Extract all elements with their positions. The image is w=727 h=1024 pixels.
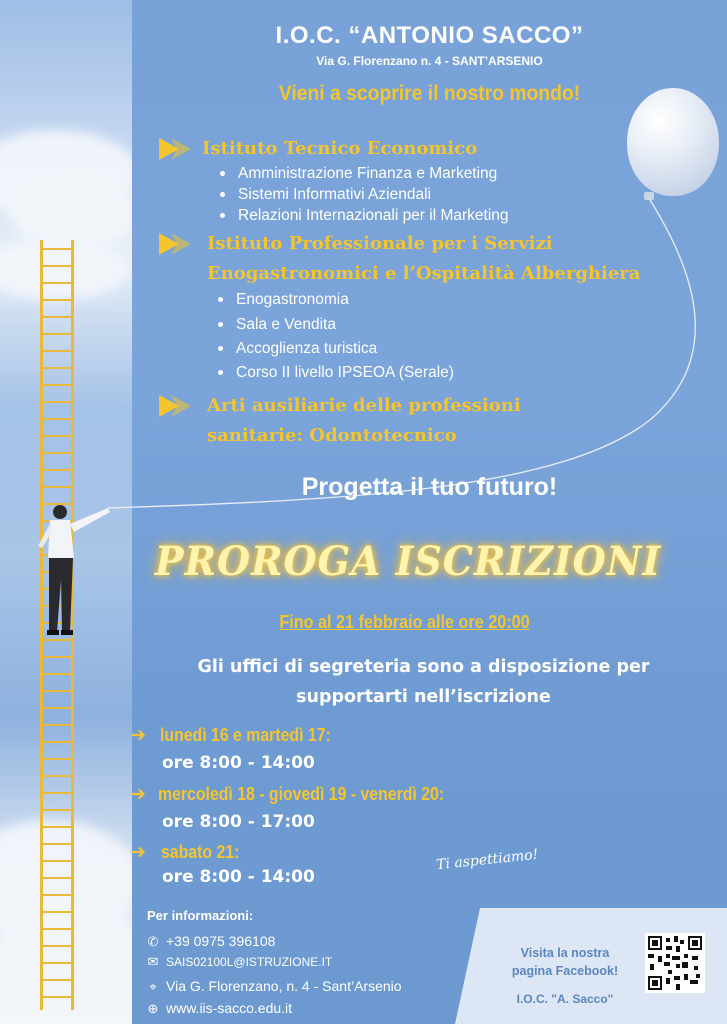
- qr-code[interactable]: [645, 933, 705, 993]
- contact-phone[interactable]: ✆ +39 0975 396108: [144, 931, 275, 951]
- section-title-professionale-2: Enogastronomici e l’Ospitalità Alberghiera: [207, 263, 641, 284]
- qr-code-icon: [648, 936, 702, 990]
- signoff: Ti aspettiamo!: [435, 846, 540, 874]
- balloon-knot: [644, 192, 654, 200]
- chevron-right-icon: [157, 393, 191, 419]
- section-title-tecnico: Istituto Tecnico Economico: [202, 138, 478, 159]
- arrow-right-icon: ➔: [130, 724, 146, 746]
- list-item: Amministrazione Finanza e Marketing: [218, 163, 509, 184]
- list-item: Accoglienza turistica: [216, 338, 454, 362]
- facebook-invite: Visita la nostra pagina Facebook!: [511, 946, 619, 978]
- school-address: Via G. Florenzano n. 4 - SANT’ARSENIO: [316, 54, 543, 68]
- facebook-page-name: I.O.C. "A. Sacco": [516, 992, 614, 1006]
- school-name: I.O.C. “ANTONIO SACCO”: [275, 22, 584, 49]
- contact-address: ⌖ Via G. Florenzano, n. 4 - Sant’Arsenio: [144, 976, 402, 996]
- office-note-line2: supportarti nell’iscrizione: [296, 687, 551, 707]
- facebook-panel-edge: [455, 908, 480, 1024]
- contact-email[interactable]: ✉ SAIS02100L@ISTRUZIONE.IT: [144, 952, 332, 972]
- schedule-hours: ore 8:00 - 14:00: [162, 867, 315, 887]
- chevron-right-icon: [157, 136, 191, 162]
- schedule-days: sabato 21:: [161, 842, 240, 862]
- headline: PROROGA ISCRIZIONI: [154, 538, 662, 585]
- list-item: Sala e Vendita: [216, 314, 454, 338]
- arrow-right-icon: ➔: [130, 841, 146, 863]
- contacts-label: Per informazioni:: [147, 908, 254, 923]
- schedule-hours: ore 8:00 - 17:00: [162, 812, 315, 832]
- section-title-professionale-1: Istituto Professionale per i Servizi: [207, 233, 553, 254]
- globe-icon: ⊕: [147, 1001, 159, 1016]
- section-title-odontotecnico-1: Arti ausiliarie delle professioni: [207, 395, 521, 416]
- schedule-days: lunedì 16 e martedì 17:: [160, 725, 331, 745]
- chevron-right-icon: [157, 231, 191, 257]
- mail-icon: ✉: [147, 954, 159, 969]
- phone-icon: ✆: [147, 934, 159, 949]
- list-tecnico: [218, 163, 509, 226]
- arrow-right-icon: ➔: [130, 783, 146, 805]
- list-professionale: [216, 289, 454, 386]
- schedule-hours: ore 8:00 - 14:00: [162, 753, 315, 773]
- deadline: Fino al 21 febbraio alle ore 20:00: [279, 612, 530, 632]
- list-item: Relazioni Internazionali per il Marketing: [218, 205, 509, 226]
- list-item: Sistemi Informativi Aziendali: [218, 184, 509, 205]
- list-item: Corso II livello IPSEOA (Serale): [216, 362, 454, 386]
- list-item: Enogastronomia: [216, 289, 454, 314]
- tagline: Vieni a scoprire il nostro mondo!: [278, 82, 581, 105]
- section-title-odontotecnico-2: sanitarie: Odontotecnico: [207, 425, 457, 446]
- schedule-days: mercoledì 18 - giovedì 19 - venerdì 20:: [158, 784, 445, 804]
- contact-website[interactable]: ⊕ www.iis-sacco.edu.it: [144, 998, 292, 1018]
- slogan: Progetta il tuo futuro!: [301, 473, 558, 501]
- office-note-line1: Gli uffici di segreteria sono a disposizione per: [197, 657, 650, 677]
- office-note: [120, 652, 727, 712]
- location-pin-icon: ⌖: [149, 979, 157, 994]
